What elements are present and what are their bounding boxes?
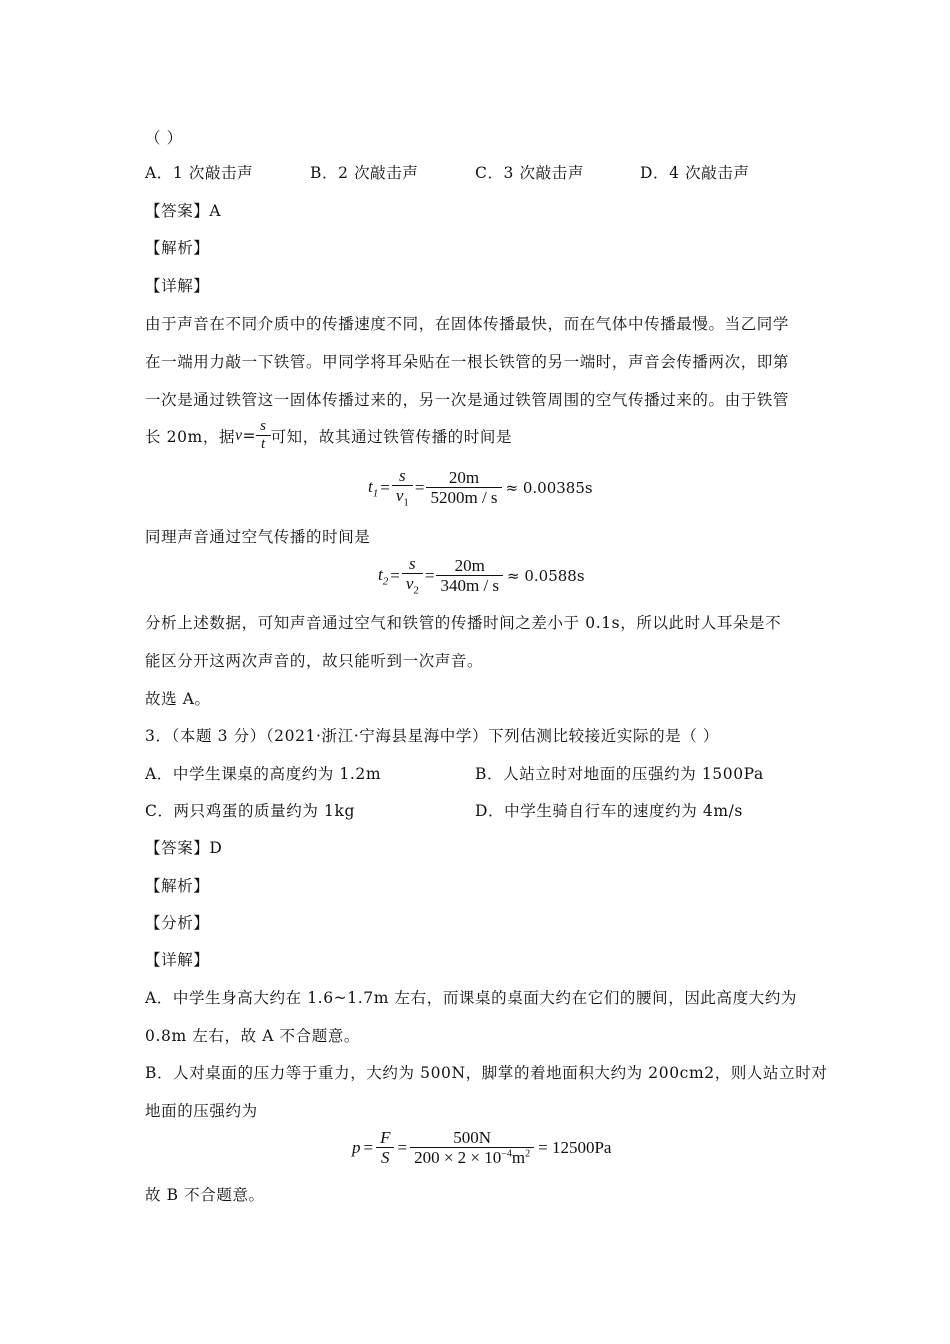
den-exponent: −4 (501, 1148, 512, 1160)
q2-detail-heading: 【详解】 (145, 277, 210, 295)
paragraph-line: 故 B 不合题意。 (145, 1186, 265, 1204)
equation-t1: $t_1$ = $\frac{s}{v_1}$ = $\frac{20m}{5200m / s}$ ≈ 0.00385s (368, 466, 593, 509)
q3-option-a: A．中学生课桌的高度约为 1.2m (145, 765, 382, 783)
den-symbol: v (405, 574, 414, 593)
q2-option-a: A．1 次敲击声 (145, 164, 254, 182)
q2-option-b: B．2 次敲击声 (310, 164, 419, 182)
equation-pressure: p = $\frac{F}{S}$ = $\frac{500N}{200 \times 2 \times 10^{-4}m^2}$ = 12500Pa (352, 1128, 612, 1167)
eq-symbol: t (378, 564, 383, 584)
text-segment: 可知，故其通过铁管传播的时间是 (270, 427, 513, 446)
fraction-numerator: 500N (410, 1128, 534, 1148)
fraction-numerator: 20m (436, 556, 503, 576)
eq-lhs: p (352, 1137, 361, 1157)
q3-detail-heading: 【详解】 (145, 951, 210, 969)
paragraph-line: B．人对桌面的压力等于重力，大约为 500N，脚掌的着地面积大约为 200cm2，则人站立时对 (145, 1064, 828, 1082)
eq-fraction-1 (376, 1128, 394, 1167)
eq-subscript: 2 (382, 574, 389, 587)
den-base: 200 × 2 × 10 (414, 1148, 502, 1167)
velocity-fraction (256, 418, 270, 453)
fraction-numerator: s (256, 418, 270, 436)
fraction-denominator: S (381, 1148, 390, 1167)
fraction-denominator (410, 1148, 534, 1167)
paragraph-line: 由于声音在不同介质中的传播速度不同，在固体传播最快，而在气体中传播最慢。当乙同学 (145, 315, 790, 333)
paragraph-line: 一次是通过铁管这一固体传播过来的，另一次是通过铁管周围的空气传播过来的。由于铁管 (145, 391, 790, 409)
den-symbol: v (395, 486, 404, 505)
eq-fraction-1 (402, 554, 423, 597)
q2-option-d: D．4 次敲击声 (640, 164, 750, 182)
equation-t2: $t_2$ = $\frac{s}{v_2}$ = $\frac{20m}{340m / s}$ ≈ 0.0588s (378, 554, 585, 597)
eq-result: ≈ 0.00385s (505, 478, 593, 497)
fraction-denominator: 5200m / s (430, 488, 498, 508)
paragraph-line: A．中学生身高大约在 1.6~1.7m 左右，而课桌的桌面大约在它们的腰间，因此高度大约为 (145, 989, 798, 1007)
fraction-denominator: t (260, 436, 266, 452)
paragraph-line: 故选 A。 (145, 690, 211, 708)
q2-option-c: C．3 次敲击声 (475, 164, 584, 182)
paragraph-line: 在一端用力敲一下铁管。甲同学将耳朵贴在一根长铁管的另一端时，声音会传播两次，即第 (145, 353, 790, 371)
paragraph-line-with-formula (145, 418, 512, 453)
eq-fraction-2 (410, 1128, 534, 1167)
eq-symbol: t (368, 476, 373, 496)
eq-lhs (378, 565, 388, 587)
q2-answer: 【答案】A (145, 202, 222, 220)
den-unit: m (511, 1148, 526, 1167)
text-segment: 长 20m，据 (145, 427, 236, 446)
fraction-numerator: s (392, 466, 413, 486)
fraction-numerator: F (376, 1128, 394, 1148)
paragraph-line: 地面的压强约为 (145, 1102, 258, 1120)
paragraph-line: 0.8m 左右，故 A 不合题意。 (145, 1027, 361, 1045)
fraction-numerator: s (402, 554, 423, 574)
velocity-symbol: v (235, 426, 243, 444)
q3-option-b: B．人站立时对地面的压强约为 1500Pa (475, 765, 764, 783)
q3-analysis-heading: 【解析】 (145, 877, 210, 895)
fraction-denominator (392, 486, 413, 509)
fraction-denominator: 340m / s (440, 576, 500, 596)
q2-analysis-heading: 【解析】 (145, 239, 210, 257)
q3-analysis-sub-heading: 【分析】 (145, 914, 210, 932)
fraction-denominator (402, 574, 423, 597)
den-subscript: 1 (403, 496, 409, 509)
den-unit-exponent: 2 (525, 1148, 531, 1160)
eq-fraction-2 (426, 468, 501, 507)
fraction-numerator: 20m (426, 468, 501, 488)
eq-fraction-2 (436, 556, 503, 595)
q3-answer: 【答案】D (145, 839, 223, 857)
equals-sign: = (242, 426, 257, 445)
eq-fraction-1 (392, 466, 413, 509)
eq-result: = 12500Pa (538, 1137, 612, 1157)
eq-subscript: 1 (372, 486, 379, 499)
paragraph-line: 分析上述数据，可知声音通过空气和铁管的传播时间之差小于 0.1s，所以此时人耳朵是不 (145, 614, 782, 632)
eq-result: ≈ 0.0588s (507, 566, 585, 585)
paragraph-line: 同理声音通过空气传播的时间是 (145, 528, 371, 546)
answer-parentheses: （ ） (145, 129, 183, 147)
den-subscript: 2 (413, 584, 419, 597)
question-3-stem: 3．（本题 3 分）（2021·浙江·宁海县星海中学）下列估测比较接近实际的是（ ） (145, 727, 720, 745)
q3-option-c: C．两只鸡蛋的质量约为 1kg (145, 802, 355, 820)
eq-lhs (368, 477, 378, 499)
paragraph-line: 能区分开这两次声音的，故只能听到一次声音。 (145, 652, 484, 670)
q3-option-d: D．中学生骑自行车的速度约为 4m/s (475, 802, 743, 820)
